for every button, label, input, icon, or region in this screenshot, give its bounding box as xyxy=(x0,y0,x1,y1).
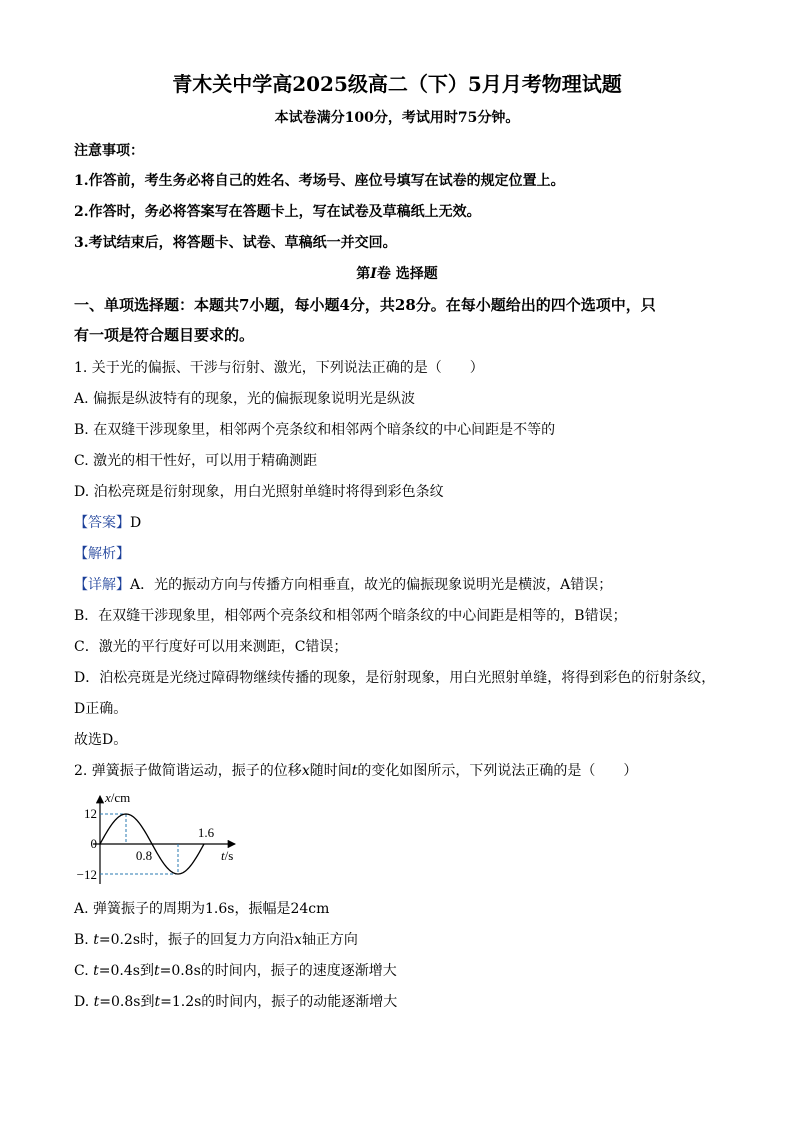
explanation-d-line2: D正确。 xyxy=(74,701,128,717)
explanation-line xyxy=(74,575,612,595)
question-2-option-c: C. t=0.4s到t=0.8s的时间内，振子的速度逐渐增大 xyxy=(74,963,397,979)
tick-label-12: 12 xyxy=(84,806,97,821)
section-heading-line1: 一、单项选择题：本题共7小题，每小题4分，共28分。在每小题给出的四个选项中，只 xyxy=(74,296,656,314)
explanation-a: A．光的振动方向与传播方向相垂直，故光的偏振现象说明光是横波，A错误； xyxy=(130,577,613,593)
question-1-stem: 1. 关于光的偏振、干涉与衍射、激光，下列说法正确的是（ ） xyxy=(74,360,484,376)
note-item: 1.作答前，考生务必将自己的姓名、考场号、座位号填写在试卷的规定位置上。 xyxy=(74,173,565,189)
question-2-stem-var-x: x xyxy=(301,763,310,779)
explanation-b: B．在双缝干涉现象里，相邻两个亮条纹和相邻两个暗条纹的中心间距是相等的，B错误； xyxy=(74,608,627,624)
conclusion: 故选D。 xyxy=(74,732,128,748)
question-2-option-d: D. t=0.8s到t=1.2s的时间内，振子的动能逐渐增大 xyxy=(74,994,398,1010)
question-1-option-d: D. 泊松亮斑是衍射现象，用白光照射单缝时将得到彩色条纹 xyxy=(74,484,444,500)
question-1-option-b: B. 在双缝干涉现象里，相邻两个亮条纹和相邻两个暗条纹的中心间距是不等的 xyxy=(74,422,556,438)
answer-value: D xyxy=(130,515,142,531)
notes-heading: 注意事项： xyxy=(74,143,144,159)
answer-line xyxy=(74,513,141,533)
volume-heading-suffix: 卷 选择题 xyxy=(376,266,438,282)
question-2-stem-c: 的变化如图所示，下列说法正确的是（ ） xyxy=(357,763,638,779)
volume-heading-numeral: I xyxy=(370,266,377,282)
displacement-time-graph xyxy=(70,790,240,890)
x-axis-label: t/s xyxy=(221,848,234,863)
note-item: 2.作答时，务必将答案写在答题卡上，写在试卷及草稿纸上无效。 xyxy=(74,204,481,220)
volume-heading xyxy=(0,264,794,284)
page-title: 青木关中学高2025级高二（下）5月月考物理试题 xyxy=(172,72,622,96)
analysis-label: 【解析】 xyxy=(74,546,130,562)
question-2-option-a: A. 弹簧振子的周期为1.6s，振幅是24cm xyxy=(74,901,330,917)
question-1-option-c: C. 激光的相干性好，可以用于精确测距 xyxy=(74,453,318,469)
tick-label-1.6: 1.6 xyxy=(197,825,215,840)
tick-label-0.8: 0.8 xyxy=(135,848,153,863)
explanation-label: 【详解】 xyxy=(74,577,130,593)
question-2-stem-var-t: t xyxy=(351,763,358,779)
exam-info: 本试卷满分100分，考试用时75分钟。 xyxy=(274,110,520,126)
answer-label: 【答案】 xyxy=(74,515,130,531)
explanation-d-line1: D．泊松亮斑是光绕过障碍物继续传播的现象，是衍射现象，用白光照射单缝，将得到彩色的衍射条纹， xyxy=(74,670,716,686)
question-2-stem xyxy=(74,761,637,781)
section-heading-line2: 有一项是符合题目要求的。 xyxy=(74,326,255,344)
question-2-stem-b: 随时间 xyxy=(309,763,352,779)
volume-heading-prefix: 第 xyxy=(356,266,371,282)
tick-label-neg12: −12 xyxy=(76,867,97,882)
question-2-option-b: B. t=0.2s时，振子的回复力方向沿x轴正方向 xyxy=(74,932,358,948)
note-item: 3.考试结束后，将答题卡、试卷、草稿纸一并交回。 xyxy=(74,235,397,251)
question-1-option-a: A. 偏振是纵波特有的现象，光的偏振现象说明光是纵波 xyxy=(74,391,416,407)
explanation-c: C．激光的平行度好可以用来测距，C错误； xyxy=(74,639,348,655)
tick-label-0: 0 xyxy=(90,836,97,851)
y-axis-label: x/cm xyxy=(105,790,131,805)
question-2-stem-a: 2. 弹簧振子做简谐运动，振子的位移 xyxy=(74,763,302,779)
